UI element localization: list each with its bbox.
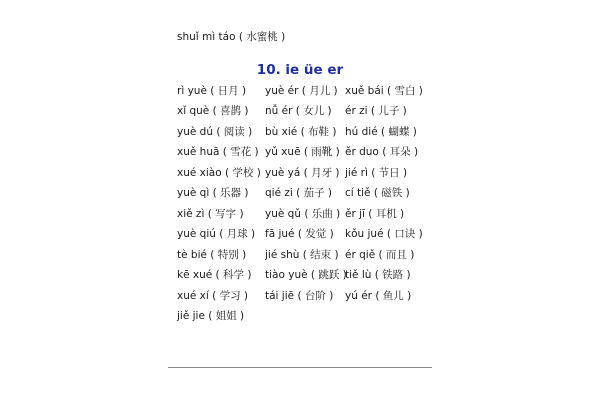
vocab-entry: xué xiào ( 学校 ) (177, 166, 261, 179)
vocab-entry: yuè qiú ( 月球 ) (177, 228, 256, 241)
vocab-entry: xuě huā ( 雪花 ) (177, 146, 259, 159)
vocab-entry: xuě bái ( 雪白 ) (345, 85, 423, 97)
vocab-entry: ěr duo ( 耳朵 ) (345, 146, 419, 159)
vocab-entry: cí tiě ( 磁铁 ) (345, 187, 410, 200)
vocab-entry: rì yuè ( 日月 ) (177, 85, 247, 97)
vocab-entry: tái jiē ( 台阶 ) (265, 289, 334, 302)
vocab-entry: yuè yá ( 月牙 ) (265, 166, 340, 179)
vocab-entry: xué xí ( 学习 ) (177, 289, 249, 302)
vocab-entry: kē xué ( 科学 ) (177, 269, 252, 282)
vocab-entry: tiào yuè ( 跳跃 ) (265, 269, 347, 282)
vocab-entry: xǐ què ( 喜鹊 ) (177, 105, 249, 118)
vocab-entry: ěr jī ( 耳机 ) (345, 207, 405, 220)
vocab-entry: tè bié ( 特别 ) (177, 248, 247, 261)
vocab-entry: qié zi ( 茄子 ) (265, 187, 333, 200)
vocab-entry: fā jué ( 发觉 ) (265, 228, 334, 241)
vocab-entry: yuè dú ( 阅读 ) (177, 125, 253, 138)
section-title: 10. ie üe er (256, 62, 344, 78)
footer-divider (168, 367, 432, 368)
vocab-entry: kǒu jué ( 口诀 ) (345, 228, 423, 241)
vocab-entry: jié rì ( 节日 ) (345, 166, 408, 179)
vocab-entry: bù xié ( 布鞋 ) (265, 125, 337, 138)
vocab-entry: nǚ ér ( 女儿 ) (265, 105, 332, 118)
vocab-entry: yuè ér ( 月儿 ) (265, 85, 338, 97)
vocab-entry: ér zi ( 儿子 ) (345, 105, 407, 118)
vocab-entry: yuè qì ( 乐器 ) (177, 187, 249, 200)
vocab-entry: yuè qǔ ( 乐曲 ) (265, 207, 341, 220)
previous-section-last-entry: shuǐ mì táo ( 水蜜桃 ) (177, 31, 286, 43)
vocab-entry: tiě lù ( 铁路 ) (345, 269, 411, 282)
vocab-entry: yú ér ( 鱼儿 ) (345, 289, 412, 302)
vocab-entry: ér qiě ( 而且 ) (345, 248, 415, 261)
vocab-entry: hú dié ( 蝴蝶 ) (345, 125, 417, 138)
vocab-entry: xiě zì ( 写字 ) (177, 207, 244, 220)
vocab-entry: jié shù ( 结束 ) (265, 248, 339, 261)
vocab-entry: jiě jie ( 姐姐 ) (177, 309, 245, 322)
vocab-entry: yǔ xuē ( 雨靴 ) (265, 146, 340, 159)
